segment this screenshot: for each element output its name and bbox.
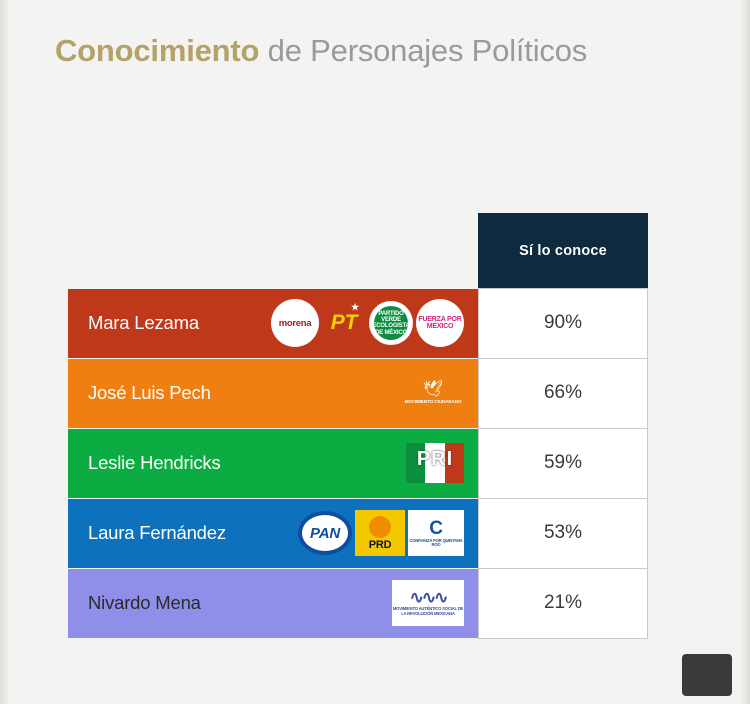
wave-icon: ∿∿∿ — [409, 588, 447, 608]
row-name-cell — [68, 569, 478, 638]
page-title-rest: de Personajes Políticos — [259, 33, 588, 68]
table-row — [68, 569, 648, 638]
party-logo-group — [271, 289, 464, 358]
value-cell: 59% — [478, 428, 648, 499]
party-logo-group — [298, 499, 464, 568]
results-table — [68, 213, 648, 638]
row-name-cell — [68, 359, 478, 428]
prd-logo-icon — [355, 510, 405, 556]
table-row — [68, 499, 648, 568]
candidate-name: Mara Lezama — [88, 312, 199, 334]
page-title-accent: Conocimiento — [55, 33, 260, 68]
fuerza-por-mexico-logo-icon: FUERZA POR MÉXICO — [416, 299, 464, 347]
page-title — [55, 33, 587, 69]
pvem-logo-label: PARTIDO VERDE ECOLOGISTA DE MÉXICO — [374, 306, 408, 340]
candidate-name: Nivardo Mena — [88, 592, 201, 614]
value-cell: 53% — [478, 498, 648, 569]
row-name-cell — [68, 499, 478, 568]
candidate-name: Laura Fernández — [88, 522, 226, 544]
table-row — [68, 289, 648, 358]
party-logo-group — [402, 359, 464, 428]
pri-logo-icon — [406, 441, 464, 485]
column-header-si-lo-conoce: Sí lo conoce — [478, 213, 648, 289]
conf-logo-label: CONFIANZA POR QUINTANA ROO — [409, 537, 463, 548]
morena-logo-icon: morena — [271, 299, 319, 347]
page-edge-right — [740, 0, 750, 704]
conf-logo-letter: C — [429, 517, 443, 539]
page-edge-left — [0, 0, 10, 704]
pan-logo-icon: PAN — [298, 511, 352, 555]
sun-icon — [369, 516, 391, 538]
party-logo-group — [406, 429, 464, 498]
value-cell: 21% — [478, 568, 648, 639]
corner-tab[interactable] — [682, 654, 732, 696]
table-row — [68, 429, 648, 498]
pvem-logo-icon — [369, 301, 413, 345]
table-header-row — [68, 213, 648, 289]
bird-icon: 🕊 — [422, 381, 444, 399]
prd-logo-label: PRD — [368, 538, 392, 551]
value-cell: 66% — [478, 358, 648, 429]
party-logo-group — [392, 569, 464, 638]
confianza-por-quintana-roo-logo-icon — [408, 510, 464, 556]
pri-logo-label: PRI — [416, 448, 454, 471]
movimiento-autentico-social-logo-icon — [392, 580, 464, 626]
slide — [10, 0, 740, 704]
mas-logo-label: MOVIMIENTO AUTÉNTICO SOCIAL DE LA REVOLUCIÓN MEXICANA — [392, 606, 464, 617]
pt-star-icon: ★ — [351, 302, 359, 313]
row-name-cell — [68, 429, 478, 498]
candidate-name: José Luis Pech — [88, 382, 211, 404]
value-cell: 90% — [478, 288, 648, 359]
table-header-spacer — [68, 213, 478, 289]
pt-logo-label: PT — [330, 311, 358, 335]
row-name-cell — [68, 289, 478, 358]
pt-logo-icon — [322, 300, 366, 346]
mc-logo-label: MOVIMIENTO CIUDADANO — [404, 399, 462, 405]
table-row — [68, 359, 648, 428]
movimiento-ciudadano-logo-icon — [402, 373, 464, 413]
candidate-name: Leslie Hendricks — [88, 452, 221, 474]
